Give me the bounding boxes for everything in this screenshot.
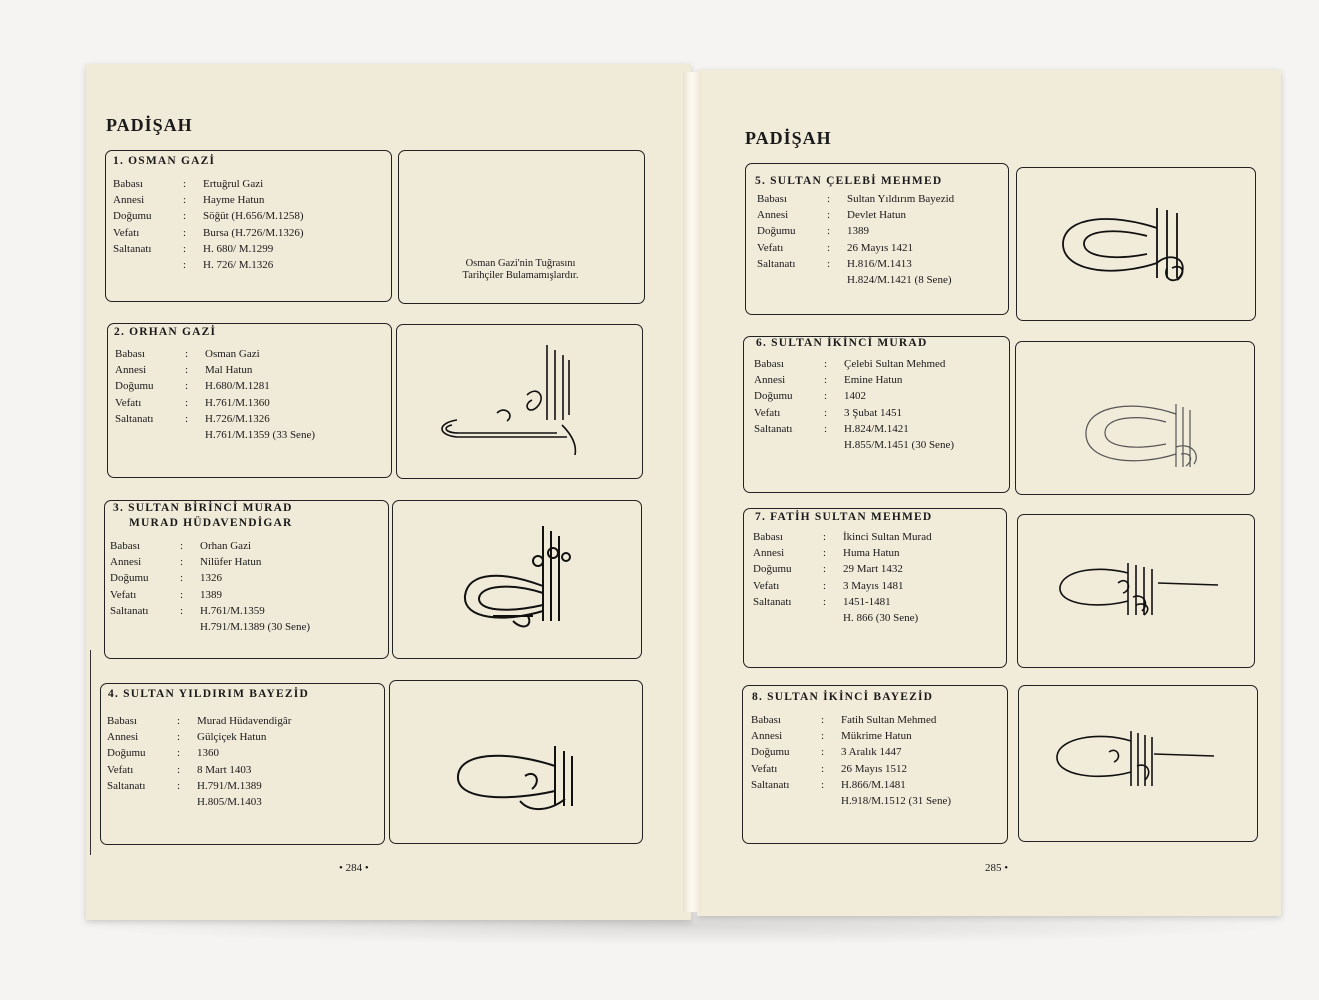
row-colon: : [823, 595, 827, 608]
entry-rows [753, 529, 932, 626]
row-label: Doğumu [115, 380, 154, 393]
row-label: Annesi [113, 194, 145, 207]
row-colon [823, 610, 843, 626]
row-vefati [751, 761, 951, 777]
row-value: 1451-1481 [843, 595, 891, 608]
row-value: H.680/M.1281 [205, 380, 270, 393]
row-label [107, 794, 177, 810]
row-colon: : [821, 730, 825, 743]
entry-rows [107, 713, 291, 810]
row-label: Babası [110, 540, 140, 552]
tugra-caption [398, 258, 643, 282]
entry-rows [757, 191, 954, 288]
row-label: Annesi [751, 730, 783, 743]
entry-title: 4. SULTAN YILDIRIM BAYEZİD [108, 688, 309, 700]
row-label: Saltanatı [115, 412, 154, 425]
row-saltanati-end [110, 619, 310, 635]
row-label: Saltanatı [107, 779, 146, 792]
row-saltanati-end [107, 794, 291, 810]
row-value: H.761/M.1359 [200, 604, 265, 617]
row-dogumu [110, 570, 310, 586]
tugra-box [389, 680, 643, 844]
row-value: İkinci Sultan Murad [843, 531, 932, 543]
row-annesi [757, 207, 954, 223]
row-value: Bursa (H.726/M.1326) [203, 226, 304, 239]
row-babasi [110, 538, 310, 554]
row-label: Annesi [757, 209, 789, 222]
row-babasi [751, 712, 951, 728]
row-value: Çelebi Sultan Mehmed [844, 358, 946, 370]
row-label [110, 619, 180, 635]
row-label [115, 427, 185, 443]
row-colon: : [180, 588, 184, 601]
row-label: Babası [115, 348, 145, 360]
row-colon: : [821, 746, 825, 759]
row-colon: : [185, 364, 189, 377]
row-colon: : [185, 348, 189, 360]
row-babasi [113, 176, 304, 192]
tugra-caption-line: Tarihçiler Bulamamışlardır. [462, 270, 579, 281]
tugra-box [1016, 167, 1256, 321]
row-label: Vefatı [110, 588, 137, 601]
row-saltanati [753, 594, 932, 610]
row-babasi [757, 191, 954, 207]
row-colon: : [821, 762, 825, 775]
row-value: H.791/M.1389 [197, 779, 262, 792]
row-value: Ertuğrul Gazi [203, 178, 264, 190]
row-vefati [753, 578, 932, 594]
row-value: 26 Mayıs 1512 [841, 762, 907, 775]
tugra-box [396, 324, 643, 479]
row-value: Huma Hatun [843, 547, 900, 560]
row-colon [185, 427, 205, 443]
row-colon: : [823, 579, 827, 592]
page-number: 285 • [985, 862, 1009, 874]
row-label: Babası [757, 193, 787, 205]
row-value: Sultan Yıldırım Bayezid [847, 193, 955, 205]
page-number: • 284 • [339, 862, 369, 874]
row-colon [177, 794, 197, 810]
row-value: 3 Aralık 1447 [841, 746, 902, 759]
row-colon: : [821, 778, 825, 791]
row-colon: : [177, 763, 181, 776]
row-colon: : [185, 412, 189, 425]
row-value: Gülçiçek Hatun [197, 731, 267, 744]
row-label [757, 272, 827, 288]
entry-rows [115, 346, 315, 443]
right-page-title: PADİŞAH [745, 128, 832, 148]
row-colon: : [185, 380, 189, 393]
row-babasi [107, 713, 291, 729]
tugra-celebi-mehmed-icon [1017, 168, 1255, 320]
row-value: H.726/M.1326 [205, 412, 270, 425]
row-colon: : [824, 390, 828, 403]
row-colon: : [183, 226, 187, 239]
row-label: Vefatı [754, 406, 781, 419]
row-dogumu [757, 223, 954, 239]
row-label: Doğumu [751, 746, 790, 759]
row-vefati [757, 240, 954, 256]
row-vefati [107, 762, 291, 778]
tugra-orhan-gazi-icon [397, 325, 642, 478]
row-colon [827, 272, 847, 288]
row-colon: : [183, 242, 187, 255]
row-value: 8 Mart 1403 [197, 763, 252, 776]
row-annesi [110, 554, 310, 570]
row-value: H.918/M.1512 (31 Sene) [841, 795, 951, 808]
row-value: Nilüfer Hatun [200, 556, 262, 569]
row-value: H.824/M.1421 [844, 422, 909, 435]
row-colon: : [824, 374, 828, 387]
row-dogumu [753, 561, 932, 577]
row-value: 3 Mayıs 1481 [843, 579, 904, 592]
row-colon: : [827, 241, 831, 254]
left-margin-rule [90, 650, 91, 855]
row-annesi [113, 192, 304, 208]
row-colon: : [827, 193, 831, 205]
row-colon: : [827, 225, 831, 238]
row-saltanati [757, 256, 954, 272]
row-value: H.816/M.1413 [847, 257, 912, 270]
row-label: Vefatı [115, 396, 142, 409]
row-saltanati-end [113, 257, 304, 273]
row-colon: : [827, 209, 831, 222]
row-value: H. 726/ M.1326 [203, 259, 274, 272]
entry-title: 3. SULTAN BİRİNCİ MURAD [113, 502, 293, 514]
row-colon: : [185, 396, 189, 409]
row-colon [180, 619, 200, 635]
row-annesi [754, 372, 954, 388]
row-saltanati [754, 421, 954, 437]
row-value: H.761/M.1359 (33 Sene) [205, 429, 315, 442]
row-colon: : [177, 715, 181, 727]
row-dogumu [754, 388, 954, 404]
row-label: Babası [751, 714, 781, 726]
row-label: Doğumu [754, 390, 793, 403]
row-colon: : [823, 563, 827, 576]
row-colon: : [183, 178, 187, 190]
entry-rows [110, 538, 310, 635]
row-value: Murad Hüdavendigâr [197, 715, 292, 727]
row-label: Doğumu [107, 747, 146, 760]
row-colon: : [180, 572, 184, 585]
row-label: Saltanatı [751, 778, 790, 791]
row-value: Osman Gazi [205, 348, 260, 360]
row-label: Doğumu [753, 563, 792, 576]
tugra-murad-ii-icon [1016, 342, 1254, 494]
row-colon: : [180, 540, 184, 552]
row-saltanati-end [115, 427, 315, 443]
tugra-caption-line: Osman Gazi'nin Tuğrasını [465, 258, 576, 269]
row-dogumu [113, 208, 304, 224]
entry-title: 5. SULTAN ÇELEBİ MEHMED [755, 175, 943, 187]
row-dogumu [115, 378, 315, 394]
row-colon: : [183, 210, 187, 223]
entry-title: 6. SULTAN İKİNCİ MURAD [756, 337, 928, 349]
tugra-box [392, 500, 642, 659]
row-colon: : [823, 547, 827, 560]
entry-rows [113, 176, 304, 273]
row-saltanati [110, 603, 310, 619]
book-gutter [683, 72, 701, 912]
row-label: Babası [754, 358, 784, 370]
row-value: Emine Hatun [844, 374, 903, 387]
row-label: Annesi [115, 364, 147, 377]
row-value: H.824/M.1421 (8 Sene) [847, 274, 952, 287]
row-saltanati [113, 241, 304, 257]
row-label: Vefatı [751, 762, 778, 775]
row-label: Annesi [754, 374, 786, 387]
row-dogumu [751, 744, 951, 760]
row-label [753, 610, 823, 626]
row-colon [821, 793, 841, 809]
row-value: Mükrime Hatun [841, 730, 912, 743]
row-annesi [107, 729, 291, 745]
row-colon: : [827, 257, 831, 270]
entry-title-line2: MURAD HÜDAVENDİGAR [129, 517, 293, 529]
entry-title: 7. FATİH SULTAN MEHMED [755, 511, 933, 523]
row-vefati [115, 395, 315, 411]
row-babasi [115, 346, 315, 362]
tugra-bayezid-ii-icon [1019, 686, 1257, 841]
row-colon: : [180, 604, 184, 617]
row-saltanati [115, 411, 315, 427]
row-label: Annesi [107, 731, 139, 744]
row-label: Doğumu [113, 210, 152, 223]
tugra-murad-i-icon [393, 501, 641, 658]
entry-title: 2. ORHAN GAZİ [114, 326, 217, 338]
row-annesi [115, 362, 315, 378]
row-label: Annesi [110, 556, 142, 569]
row-value: 1360 [197, 747, 219, 760]
row-value: 1402 [844, 390, 866, 403]
row-colon: : [824, 358, 828, 370]
row-value: 1389 [200, 588, 222, 601]
row-label: Vefatı [113, 226, 140, 239]
row-saltanati-end [753, 610, 932, 626]
row-label [754, 437, 824, 453]
row-value: Fatih Sultan Mehmed [841, 714, 937, 726]
row-label: Doğumu [110, 572, 149, 585]
row-saltanati-end [754, 437, 954, 453]
entry-title: 1. OSMAN GAZİ [113, 155, 216, 167]
row-value: 1326 [200, 572, 222, 585]
row-saltanati [107, 778, 291, 794]
row-label: Vefatı [757, 241, 784, 254]
tugra-box [1018, 685, 1258, 842]
row-colon: : [824, 422, 828, 435]
row-colon: : [180, 556, 184, 569]
row-label: Babası [113, 178, 143, 190]
row-colon: : [824, 406, 828, 419]
tugra-box [1017, 514, 1255, 668]
entry-rows [751, 712, 951, 809]
row-value: Söğüt (H.656/M.1258) [203, 210, 304, 223]
row-label [751, 793, 821, 809]
row-value: 26 Mayıs 1421 [847, 241, 913, 254]
row-value: Mal Hatun [205, 364, 253, 377]
row-value: H.805/M.1403 [197, 796, 262, 809]
row-value: 1389 [847, 225, 869, 238]
row-value: 29 Mart 1432 [843, 563, 903, 576]
row-colon: : [821, 714, 825, 726]
row-saltanati-end [757, 272, 954, 288]
row-babasi [753, 529, 932, 545]
row-vefati [113, 225, 304, 241]
row-annesi [753, 545, 932, 561]
row-value: H.791/M.1389 (30 Sene) [200, 621, 310, 634]
row-value: Orhan Gazi [200, 540, 252, 552]
row-label: Vefatı [107, 763, 134, 776]
row-value: H.866/M.1481 [841, 778, 906, 791]
entry-rows [754, 356, 954, 453]
row-babasi [754, 356, 954, 372]
row-value: H. 866 (30 Sene) [843, 612, 919, 625]
row-annesi [751, 728, 951, 744]
row-value: 3 Şubat 1451 [844, 406, 903, 419]
row-vefati [754, 405, 954, 421]
row-label: Saltanatı [753, 595, 792, 608]
row-value: H.855/M.1451 (30 Sene) [844, 439, 954, 452]
left-page-title: PADİŞAH [106, 115, 193, 135]
row-label: Doğumu [757, 225, 796, 238]
row-colon: : [823, 531, 827, 543]
entry-title: 8. SULTAN İKİNCİ BAYEZİD [752, 691, 934, 703]
row-label: Saltanatı [754, 422, 793, 435]
row-label: Babası [753, 531, 783, 543]
tugra-box [1015, 341, 1255, 495]
row-vefati [110, 587, 310, 603]
row-label: Annesi [753, 547, 785, 560]
tugra-bayezid-i-icon [390, 681, 642, 843]
row-value: Hayme Hatun [203, 194, 265, 207]
row-label: Babası [107, 715, 137, 727]
row-saltanati-end [751, 793, 951, 809]
row-value: H.761/M.1360 [205, 396, 270, 409]
row-saltanati [751, 777, 951, 793]
row-colon: : [177, 779, 181, 792]
row-label: Saltanatı [110, 604, 149, 617]
row-colon: : [183, 194, 187, 207]
row-value: Devlet Hatun [847, 209, 906, 222]
row-label: Vefatı [753, 579, 780, 592]
tugra-fatih-icon [1018, 515, 1254, 667]
row-label: Saltanatı [757, 257, 796, 270]
row-value: H. 680/ M.1299 [203, 242, 274, 255]
row-dogumu [107, 745, 291, 761]
row-label: Saltanatı [113, 242, 152, 255]
row-colon: : [177, 731, 181, 744]
row-colon: : [183, 259, 187, 272]
row-colon: : [177, 747, 181, 760]
row-colon [824, 437, 844, 453]
row-label [113, 257, 183, 273]
